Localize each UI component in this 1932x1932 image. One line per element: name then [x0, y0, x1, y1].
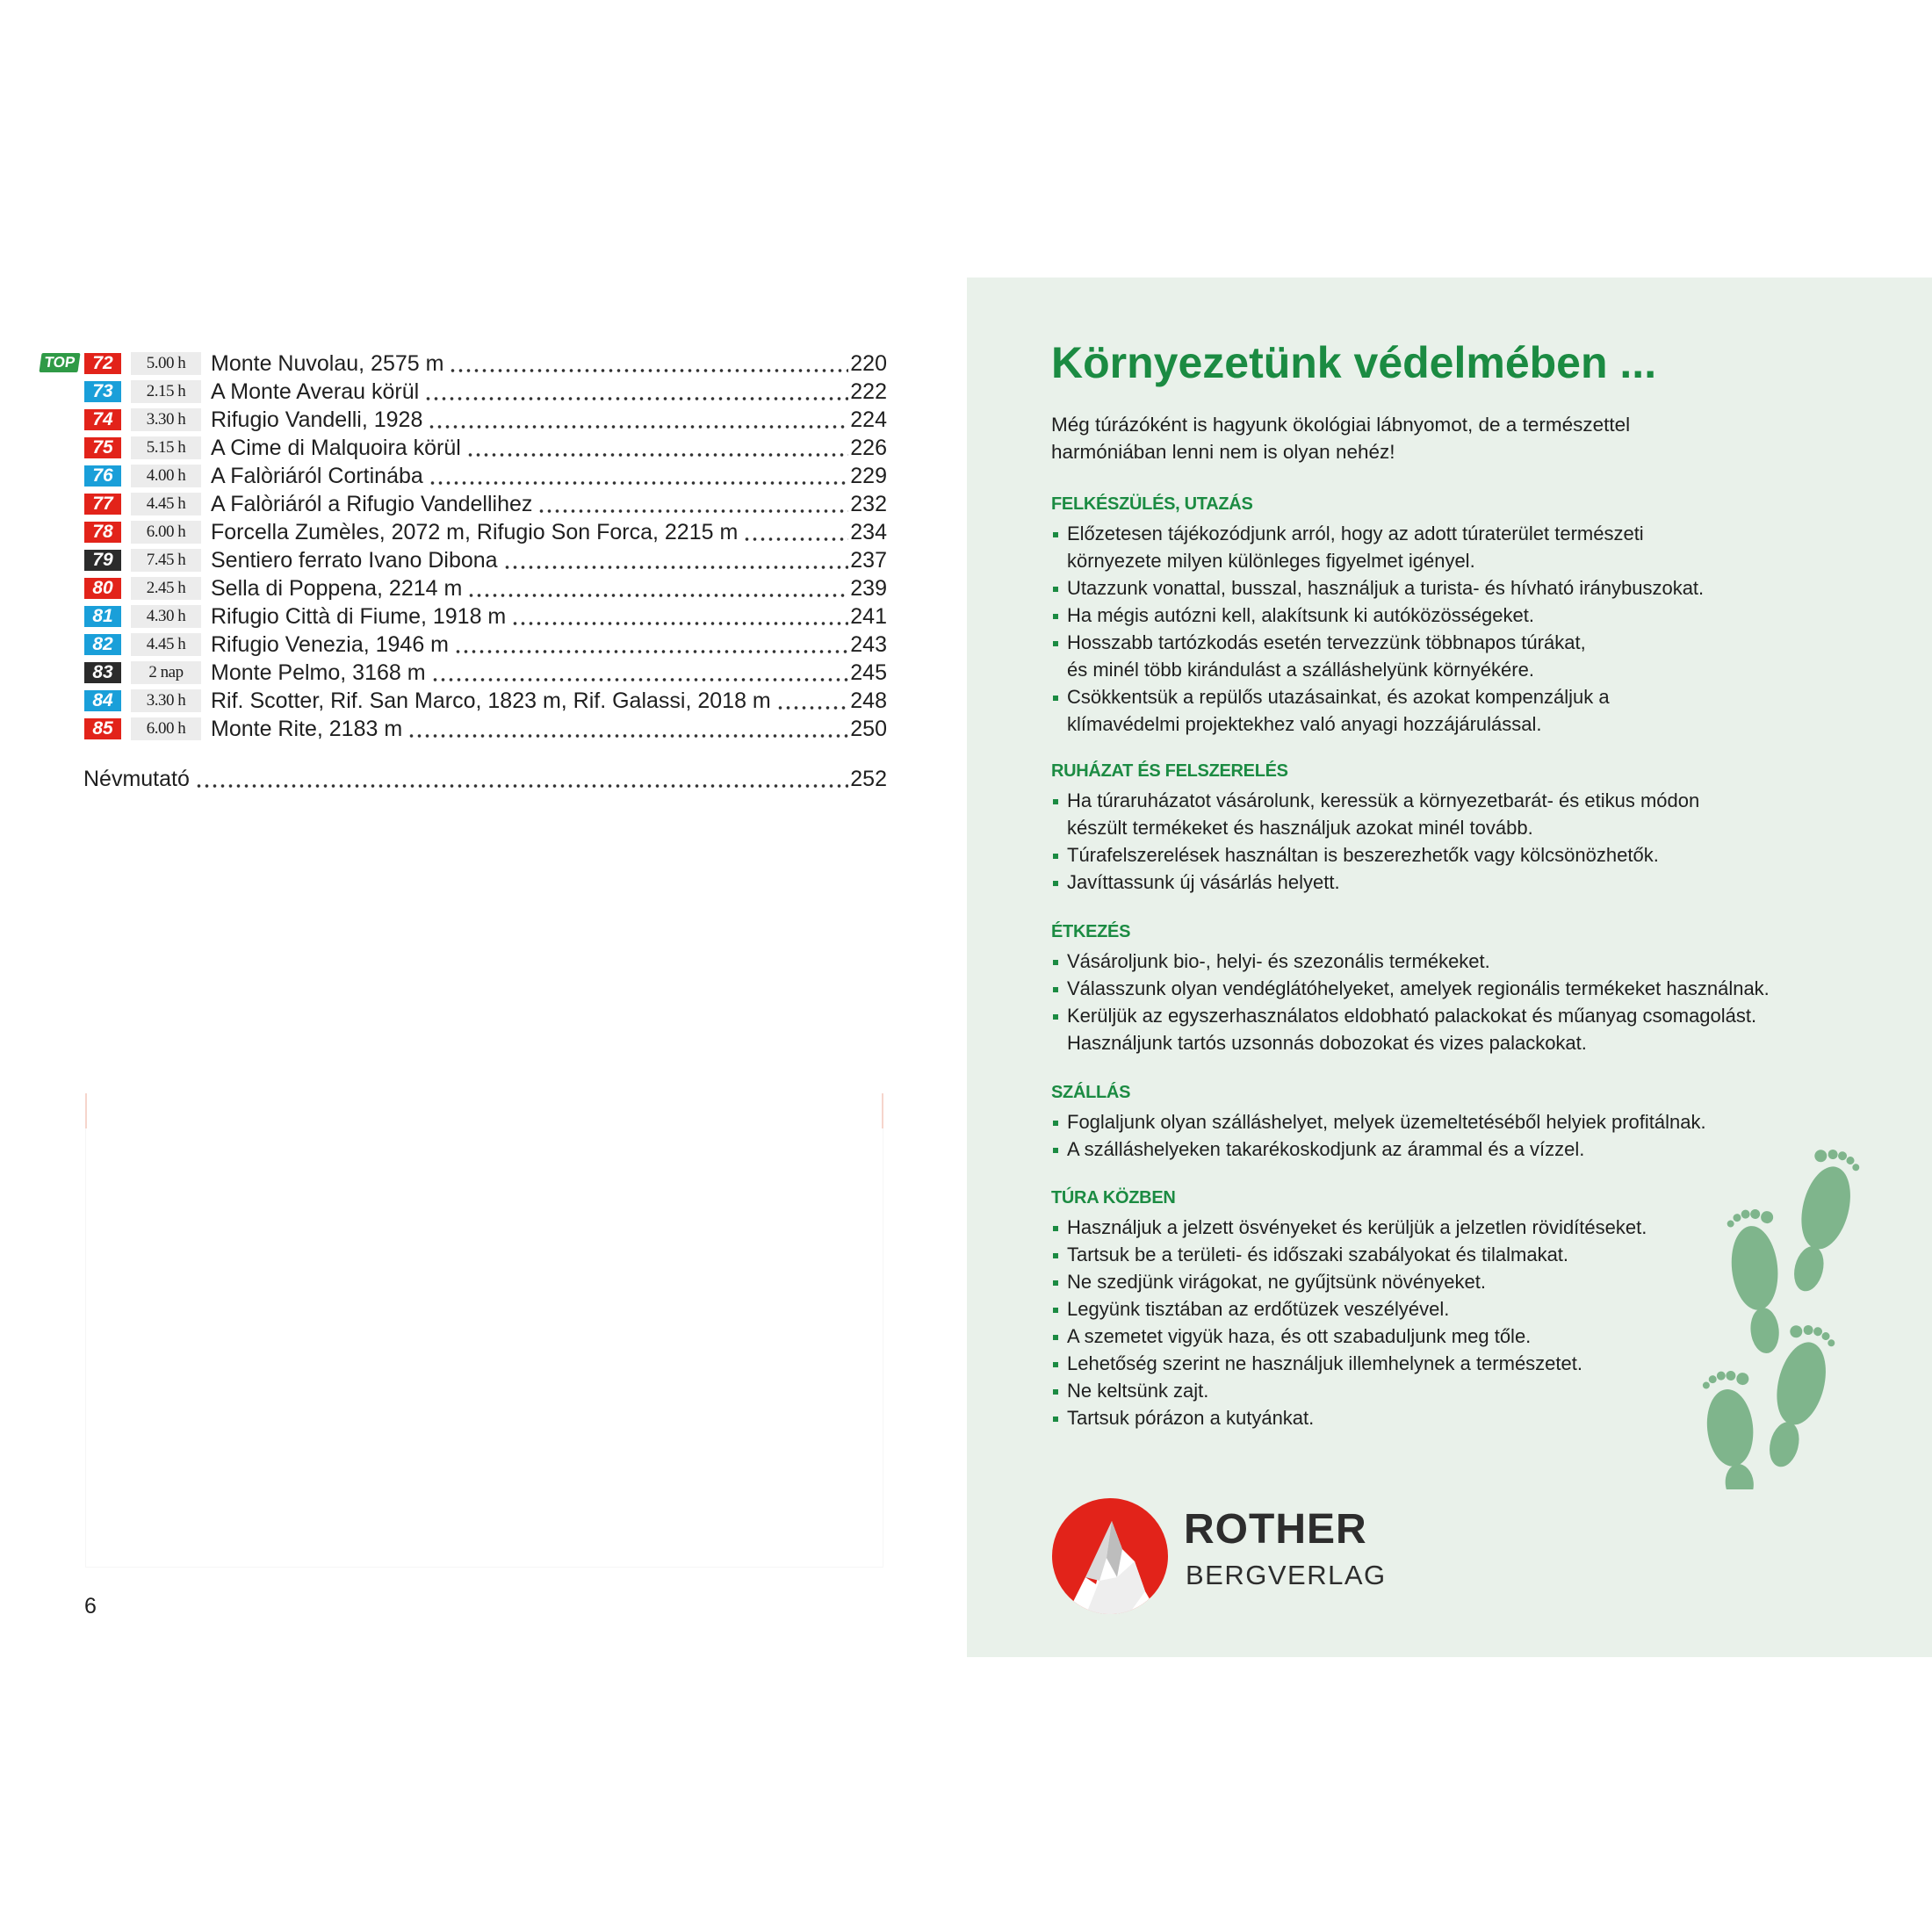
route-title: Sella di Poppena, 2214 m	[211, 575, 463, 601]
toc-row[interactable]	[35, 350, 887, 378]
route-entry	[211, 518, 887, 546]
toc-row[interactable]	[35, 574, 887, 602]
intro-line: Még túrázóként is hagyunk ökológiai lábnyomot, de a természettel	[1051, 414, 1631, 436]
dot-leader	[467, 579, 848, 598]
list-item: készült termékeket és használjuk azokat minél tovább.	[1067, 817, 1533, 839]
route-title: Forcella Zumèles, 2072 m, Rifugio Son Forca, 2215 m	[211, 519, 739, 544]
logo-name: ROTHER	[1184, 1506, 1367, 1553]
list-item: Vásároljunk bio-, helyi- és szezonális termékeket.	[1051, 948, 1929, 975]
route-duration: 7.45 h	[131, 549, 201, 572]
list-item: Tartsuk be a területi- és időszaki szabályokat és tilalmakat.	[1051, 1241, 1929, 1268]
list-item: Javíttassunk új vásárlás helyett.	[1051, 869, 1929, 896]
list-item: Foglaljunk olyan szálláshelyet, melyek üzemeltetéséből helyiek profitálnak.	[1051, 1108, 1929, 1135]
route-page-number: 232	[850, 491, 887, 516]
logo-subtitle: BERGVERLAG	[1186, 1560, 1387, 1590]
list-item: Lehetőség szerint ne használjuk illemhelynek a természetet.	[1051, 1350, 1929, 1377]
section-heading: ÉTKEZÉS	[1051, 922, 1131, 941]
list-item: Ne szedjünk virágokat, ne gyűjtsünk növényeket.	[1051, 1268, 1929, 1295]
dot-leader	[743, 523, 848, 542]
route-duration: 4.30 h	[131, 605, 201, 628]
route-number-badge: 78	[84, 522, 121, 543]
toc-row[interactable]	[35, 434, 887, 462]
list-item: Túrafelszerelések használtan is beszerezhetők vagy kölcsönözhetők.	[1051, 841, 1929, 869]
route-number-badge: 74	[84, 409, 121, 430]
page-number: 6	[84, 1594, 97, 1618]
route-entry	[211, 574, 887, 602]
route-duration: 2.15 h	[131, 380, 201, 403]
dot-leader	[424, 382, 848, 401]
dot-leader	[466, 438, 848, 458]
dot-leader	[449, 354, 848, 373]
route-entry	[211, 659, 887, 687]
blank-area	[85, 1128, 883, 1568]
list-item: Legyünk tisztában az erdőtüzek veszélyével.	[1051, 1295, 1929, 1323]
route-title: Monte Pelmo, 3168 m	[211, 660, 426, 685]
dot-leader	[431, 663, 849, 682]
route-page-number: 224	[850, 407, 887, 432]
route-number-badge: 84	[84, 690, 121, 711]
dot-leader	[537, 494, 848, 514]
route-duration: 4.00 h	[131, 465, 201, 487]
route-page-number: 243	[850, 631, 887, 657]
top-badge: TOP	[39, 353, 80, 372]
route-page-number: 239	[850, 575, 887, 601]
dot-leader	[776, 691, 849, 710]
section-list	[1051, 787, 1929, 896]
toc-index-row[interactable]	[83, 764, 887, 794]
route-title: Monte Nuvolau, 2575 m	[211, 350, 444, 376]
route-number-badge: 73	[84, 381, 121, 402]
toc-row[interactable]	[35, 378, 887, 406]
route-page-number: 229	[850, 463, 887, 488]
route-entry	[211, 715, 887, 743]
list-item: Utazzunk vonattal, busszal, használjuk a turista- és hívható iránybuszokat.	[1051, 574, 1929, 602]
route-title: A Cime di Malquoira körül	[211, 435, 461, 460]
route-entry	[211, 434, 887, 462]
route-page-number: 234	[850, 519, 887, 544]
route-number-badge: 79	[84, 550, 121, 571]
route-entry	[211, 687, 887, 715]
route-title: Rifugio Città di Fiume, 1918 m	[211, 603, 507, 629]
rother-logo	[1050, 1496, 1402, 1628]
intro-line: harmóniában lenni nem is olyan nehéz!	[1051, 441, 1395, 463]
route-entry	[211, 602, 887, 631]
route-number-badge: 85	[84, 718, 121, 739]
route-duration: 6.00 h	[131, 521, 201, 544]
section-heading: TÚRA KÖZBEN	[1051, 1188, 1176, 1208]
toc-row[interactable]	[35, 406, 887, 434]
list-item: Ne keltsünk zajt.	[1051, 1377, 1929, 1404]
list-item: Hosszabb tartózkodás esetén tervezzünk többnapos túrákat,	[1051, 629, 1929, 656]
list-item: A szálláshelyeken takarékoskodjunk az árammal és a vízzel.	[1051, 1135, 1929, 1163]
index-title: Névmutató	[83, 766, 190, 791]
list-item: Ha túraruházatot vásárolunk, keressük a környezetbarát- és etikus módon	[1051, 787, 1929, 814]
footprints-icon	[1674, 1121, 1885, 1489]
route-title: Monte Rite, 2183 m	[211, 716, 403, 741]
dot-leader	[511, 607, 848, 626]
route-duration: 4.45 h	[131, 493, 201, 515]
route-duration: 3.30 h	[131, 689, 201, 712]
toc-row[interactable]	[35, 687, 887, 715]
list-item: Csökkentsük a repülős utazásainkat, és azokat kompenzáljuk a	[1051, 683, 1929, 710]
route-title: Rifugio Venezia, 1946 m	[211, 631, 450, 657]
route-number-badge: 83	[84, 662, 121, 683]
list-item: Ha mégis autózni kell, alakítsunk ki autóközösségeket.	[1051, 602, 1929, 629]
toc-row[interactable]	[35, 490, 887, 518]
toc-row[interactable]	[35, 546, 887, 574]
route-page-number: 250	[850, 716, 887, 741]
route-duration: 3.30 h	[131, 408, 201, 431]
faint-margin-mark	[882, 1093, 883, 1128]
section-heading: RUHÁZAT ÉS FELSZERELÉS	[1051, 761, 1288, 781]
mountain-logo-icon	[1050, 1496, 1170, 1616]
route-entry	[211, 631, 887, 659]
route-page-number: 245	[850, 660, 887, 685]
list-item: Használjunk tartós uzsonnás dobozokat és vizes palackokat.	[1067, 1032, 1587, 1054]
list-item: és minél több kirándulást a szálláshelyünk környékére.	[1067, 659, 1534, 681]
route-duration: 2 nap	[131, 661, 201, 684]
route-duration: 6.00 h	[131, 717, 201, 740]
route-entry	[211, 378, 887, 406]
dot-leader	[195, 769, 848, 789]
section-list	[1051, 520, 1929, 738]
route-entry	[211, 350, 887, 378]
route-entry	[211, 406, 887, 434]
faint-margin-mark	[85, 1093, 87, 1128]
route-number-badge: 77	[84, 494, 121, 515]
dot-leader	[429, 466, 848, 486]
list-item: klímavédelmi projektekhez való anyagi hozzájárulással.	[1067, 713, 1542, 735]
route-duration: 2.45 h	[131, 577, 201, 600]
route-number-badge: 80	[84, 578, 121, 599]
table-of-contents	[35, 350, 887, 743]
list-item: Kerüljük az egyszerhasználatos eldobható palackokat és műanyag csomagolást.	[1051, 1002, 1929, 1029]
toc-row[interactable]	[35, 462, 887, 490]
route-duration: 4.45 h	[131, 633, 201, 656]
toc-row[interactable]	[35, 631, 887, 659]
index-page: 252	[850, 766, 887, 791]
section-heading: FELKÉSZÜLÉS, UTAZÁS	[1051, 494, 1253, 514]
route-title: Rif. Scotter, Rif. San Marco, 1823 m, Rif. Galassi, 2018 m	[211, 688, 771, 713]
list-item: Válasszunk olyan vendéglátóhelyeket, amelyek regionális termékeket használnak.	[1051, 975, 1929, 1002]
dot-leader	[407, 719, 848, 739]
route-duration: 5.00 h	[131, 352, 201, 375]
route-number-badge: 75	[84, 437, 121, 458]
toc-row[interactable]	[35, 659, 887, 687]
dot-leader	[503, 551, 849, 570]
section-heading: SZÁLLÁS	[1051, 1083, 1131, 1102]
route-page-number: 226	[850, 435, 887, 460]
route-number-badge: 81	[84, 606, 121, 627]
route-entry	[211, 462, 887, 490]
dot-leader	[428, 410, 848, 429]
route-entry	[211, 546, 887, 574]
list-item: környezete milyen különleges figyelmet igényel.	[1067, 550, 1475, 572]
route-title: Rifugio Vandelli, 1928	[211, 407, 423, 432]
route-number-badge: 82	[84, 634, 121, 655]
section-list	[1051, 948, 1929, 1056]
route-page-number: 241	[850, 603, 887, 629]
panel-intro	[1051, 411, 1806, 465]
route-title: A Falòriáról a Rifugio Vandellihez	[211, 491, 533, 516]
environment-panel	[967, 278, 1932, 1657]
toc-row[interactable]	[35, 518, 887, 546]
route-entry	[211, 490, 887, 518]
dot-leader	[454, 635, 848, 654]
panel-title: Környezetünk védelmében ...	[1051, 338, 1657, 387]
list-item: Előzetesen tájékozódjunk arról, hogy az adott túraterület természeti	[1051, 520, 1929, 547]
route-page-number: 237	[850, 547, 887, 573]
list-item: Tartsuk pórázon a kutyánkat.	[1051, 1404, 1929, 1431]
route-title: Sentiero ferrato Ivano Dibona	[211, 547, 498, 573]
toc-row[interactable]	[35, 715, 887, 743]
list-item: A szemetet vigyük haza, és ott szabaduljunk meg tőle.	[1051, 1323, 1929, 1350]
route-page-number: 222	[850, 378, 887, 404]
route-title: A Falòriáról Cortinába	[211, 463, 423, 488]
toc-row[interactable]	[35, 602, 887, 631]
route-number-badge: 76	[84, 465, 121, 487]
route-page-number: 220	[850, 350, 887, 376]
route-duration: 5.15 h	[131, 436, 201, 459]
list-item: Használjuk a jelzett ösvényeket és kerüljük a jelzetlen rövidítéseket.	[1051, 1214, 1929, 1241]
route-page-number: 248	[850, 688, 887, 713]
route-title: A Monte Averau körül	[211, 378, 420, 404]
route-number-badge: 72	[84, 353, 121, 374]
